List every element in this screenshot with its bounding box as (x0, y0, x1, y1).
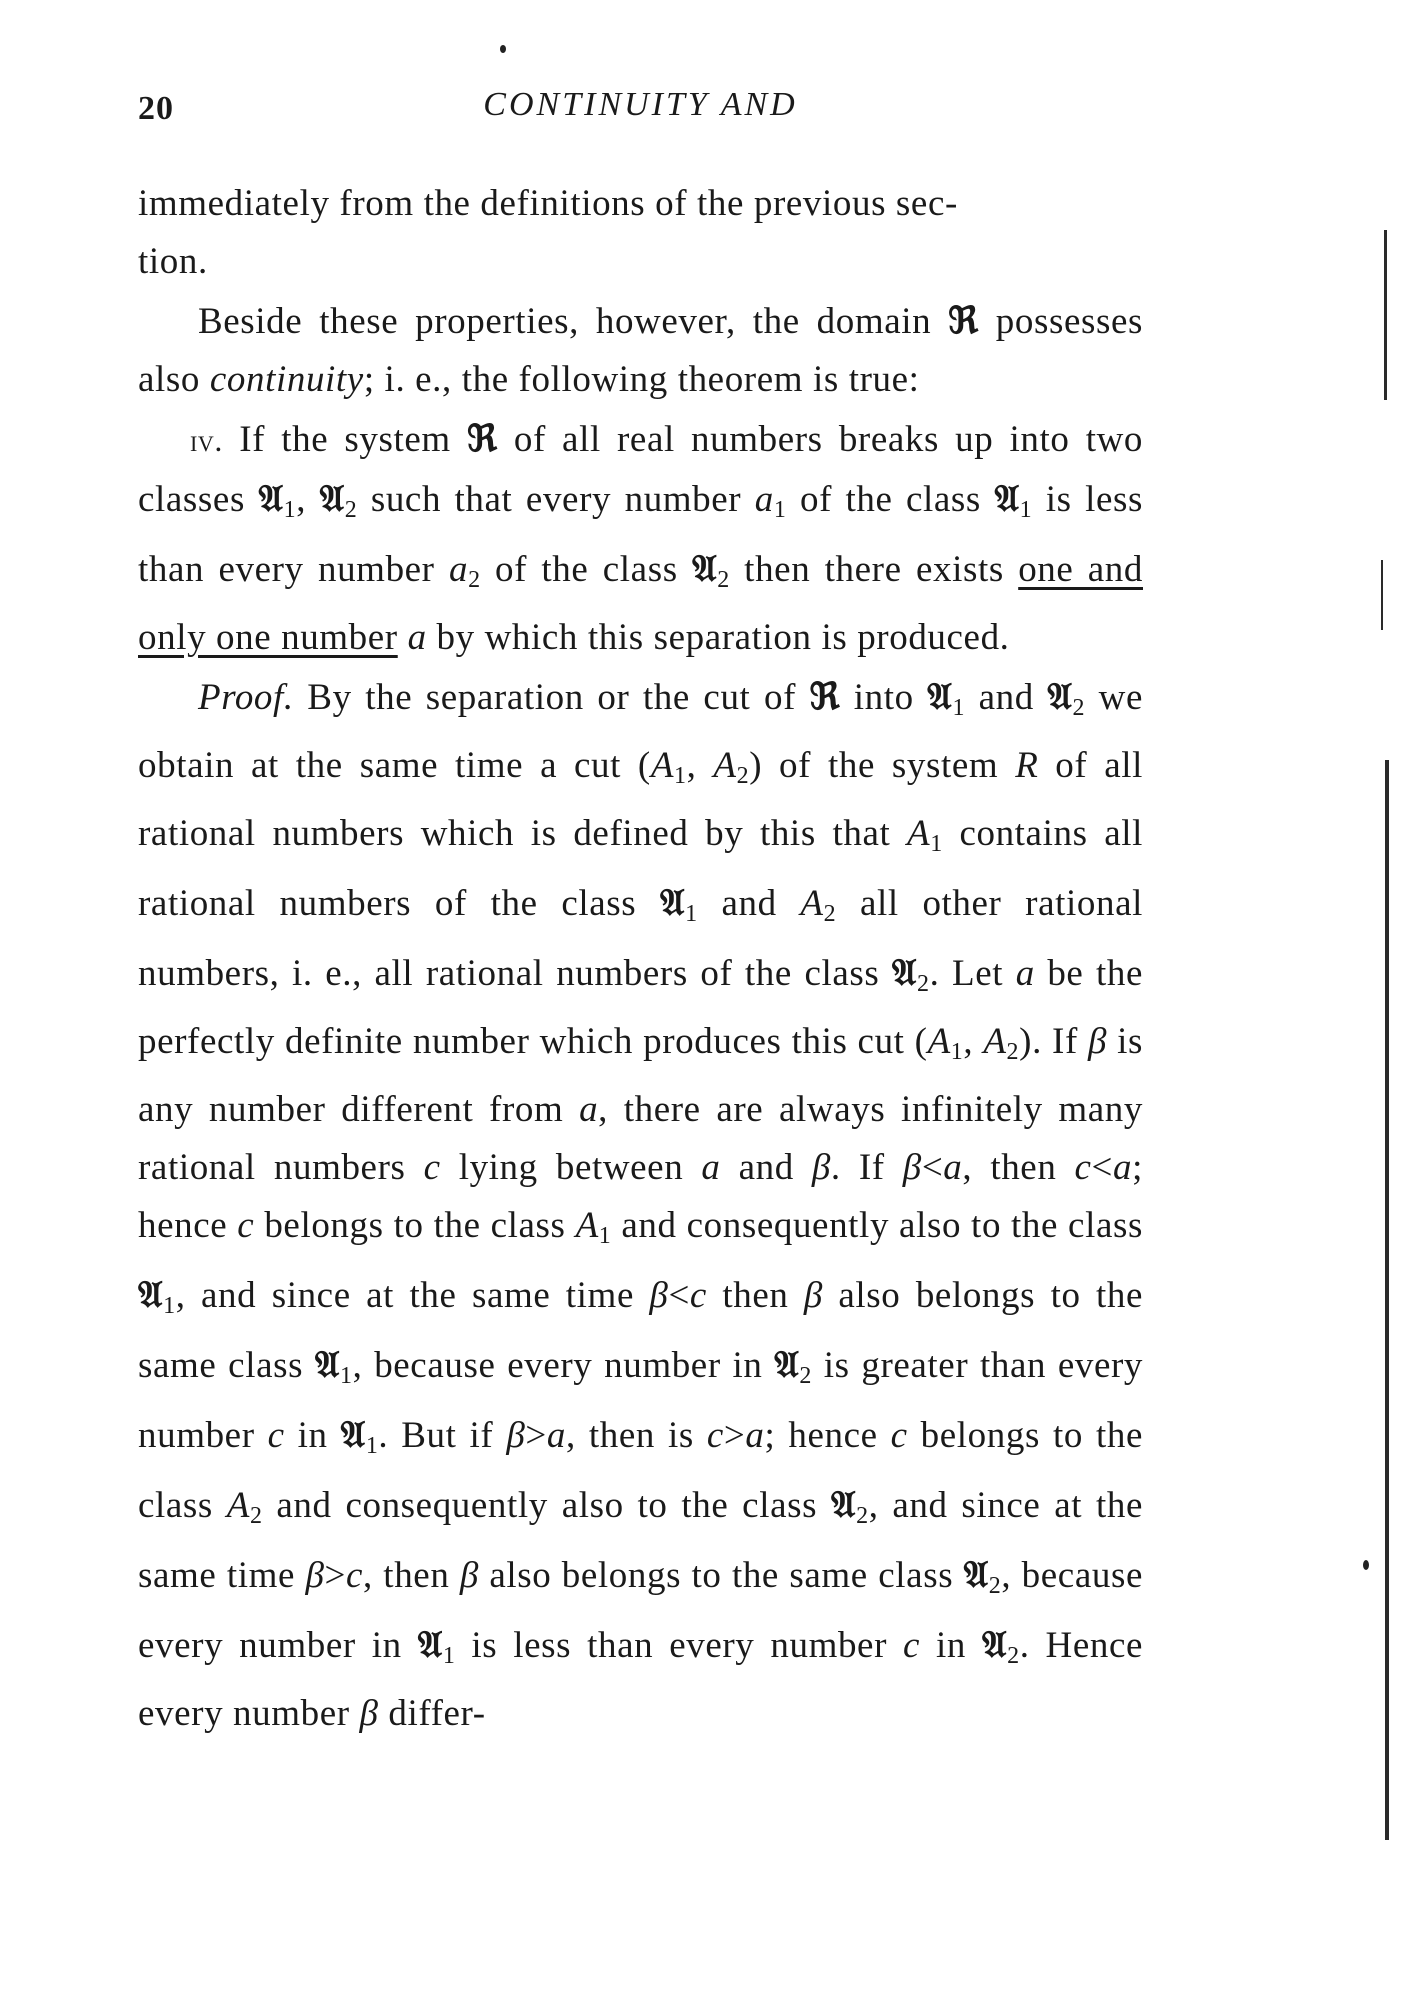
page-header (138, 86, 1143, 130)
scan-edge-mark (1384, 230, 1387, 400)
paragraph-continuity-intro: Beside these properties, however, the domain ℜ possesses also continuity; i. e., the following theorem is true: (138, 298, 1143, 400)
scan-speck (1363, 1560, 1369, 1570)
proof-paragraph: Proof. By the separation or the cut of ℜ into 𝔄$_1$ and 𝔄$_2$ we obtain at the same time a cut ($A_1$, $A_2$) of the system R of all rational numbers which is defined by this that $A_1$ contains all rational numbers of the class 𝔄$_1$ and $A_2$ all other rational numbers, i. e., all rational numbers of the class 𝔄$_2$. Let a be the perfectly definite number which produces this cut ($A_1$, $A_2$). If β is any number different from a, there are always infinitely many rational numbers c lying between a and β. If β<a, then c<a; hence c belongs to the class $A_1$ and consequently also to the class 𝔄$_1$, and since at the same time β<c then β also belongs to the same class 𝔄$_1$, because every number in 𝔄$_2$ is greater than every number c in 𝔄$_1$. But if β>a, then is c>a; hence c belongs to the class $A_2$ and consequently also to the class 𝔄$_2$, and since at the same time β>c, then β also belongs to the same class 𝔄$_2$, because every number in 𝔄$_1$ is less than every number c in 𝔄$_2$. Hence every number β differ- (138, 674, 1144, 1734)
page-number: 20 (138, 90, 174, 127)
underlined-phrase: one and only one number (138, 549, 1143, 658)
theorem-iv: iv. If the system ℜ of all real numbers breaks up into two classes 𝔄$_1$, 𝔄$_2$ such that every number $a_1$ of the class 𝔄$_1$ is less than every number $a_2$ of the class 𝔄$_2$ then there exists one and only one number a by which this separation is produced. (138, 416, 1143, 658)
proof-label: Proof. (198, 677, 294, 718)
scan-edge-mark (1381, 560, 1383, 630)
theorem-number: iv. (190, 422, 224, 458)
running-title: CONTINUITY AND (483, 86, 798, 123)
body-text (138, 175, 1143, 1743)
paragraph-continuation: immediately from the definitions of the previous sec- tion. (138, 183, 958, 282)
scan-speck (500, 45, 506, 53)
scan-edge-mark (1385, 760, 1389, 1840)
